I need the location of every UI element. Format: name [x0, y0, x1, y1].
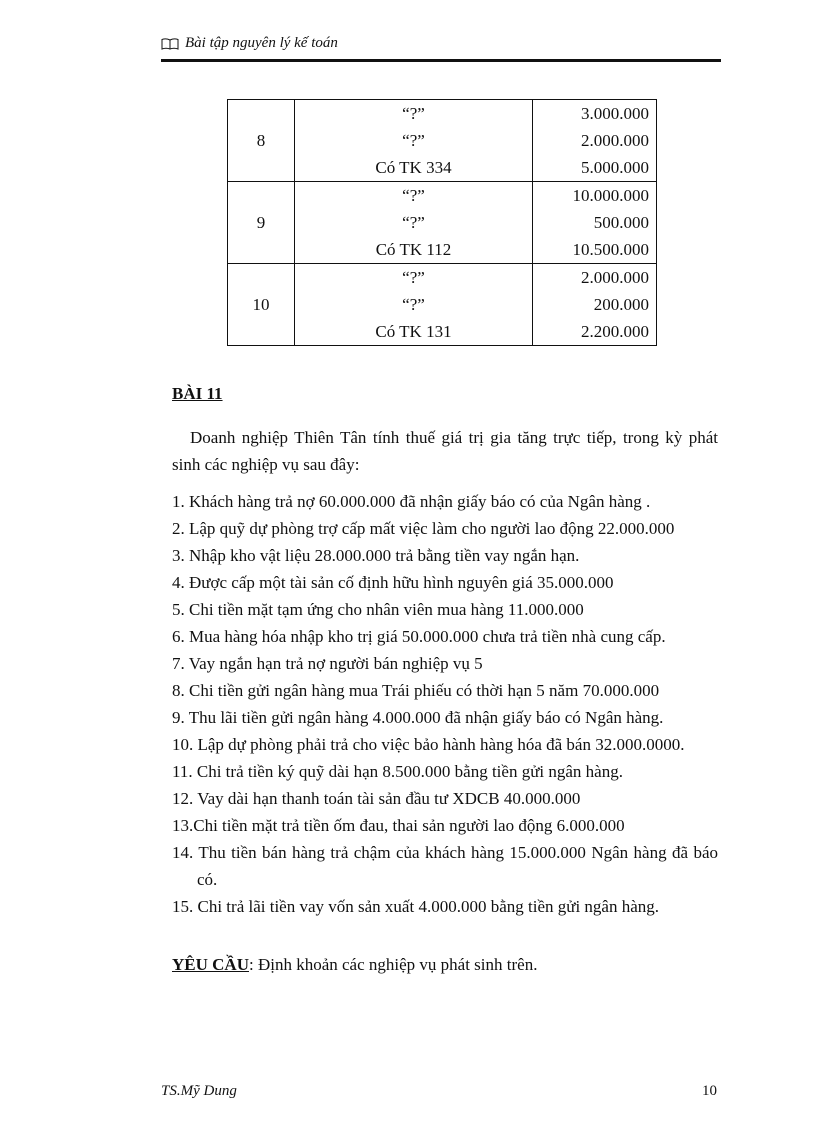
page-header	[161, 34, 721, 64]
amount-line: 2.200.000	[581, 322, 649, 341]
list-item: 5. Chi tiền mặt tạm ứng cho nhân viên mua hàng 11.000.000	[172, 600, 584, 619]
account-line: “?”	[402, 213, 425, 232]
header-title: Bài tập nguyên lý kế toán	[185, 35, 338, 51]
amount-line: 3.000.000	[581, 104, 649, 123]
footer-author: TS.Mỹ Dung	[161, 1083, 237, 1099]
list-item: 2. Lập quỹ dự phòng trợ cấp mất việc làm cho người lao động 22.000.000	[172, 519, 675, 538]
amount-cell	[533, 100, 657, 182]
amount-line: 200.000	[593, 295, 649, 314]
exercise-title: BÀI 11	[172, 384, 223, 403]
amount-line: 10.500.000	[572, 240, 649, 259]
amount-line: 2.000.000	[581, 131, 649, 150]
account-line: “?”	[402, 131, 425, 150]
account-line: Có TK 131	[375, 322, 452, 341]
book-icon	[161, 38, 179, 50]
journal-table	[227, 99, 657, 346]
requirement	[172, 955, 537, 975]
list-item: 3. Nhập kho vật liệu 28.000.000 trả bằng tiền vay ngắn hạn.	[172, 546, 580, 565]
account-cell	[295, 100, 533, 182]
amount-line: 2.000.000	[581, 268, 649, 287]
list-item: 12. Vay dài hạn thanh toán tài sản đầu tư XDCB 40.000.000	[172, 789, 581, 808]
table-row	[228, 182, 657, 264]
table-row	[228, 264, 657, 346]
page-number: 10	[702, 1083, 717, 1099]
list-item: 11. Chi trả tiền ký quỹ dài hạn 8.500.000 bằng tiền gửi ngân hàng.	[172, 762, 623, 781]
amount-cell	[533, 264, 657, 346]
requirement-text: : Định khoản các nghiệp vụ phát sinh trên.	[248, 955, 538, 974]
account-line: “?”	[402, 268, 425, 287]
amount-cell	[533, 182, 657, 264]
list-item: 1. Khách hàng trả nợ 60.000.000 đã nhận giấy báo có của Ngân hàng .	[172, 492, 651, 511]
account-line: “?”	[402, 186, 425, 205]
row-number: 9	[228, 182, 295, 264]
table-row	[228, 100, 657, 182]
row-number: 8	[228, 100, 295, 182]
header-rule	[161, 59, 721, 62]
list-item: 9. Thu lãi tiền gửi ngân hàng 4.000.000 đã nhận giấy báo có Ngân hàng.	[172, 708, 664, 727]
list-item: 14. Thu tiền bán hàng trả chậm của khách hàng 15.000.000 Ngân hàng đã báo có.	[172, 843, 718, 889]
list-item: 4. Được cấp một tài sản cố định hữu hình nguyên giá 35.000.000	[172, 573, 614, 592]
account-line: “?”	[402, 295, 425, 314]
list-item: 10. Lập dự phòng phải trả cho việc bảo hành hàng hóa đã bán 32.000.0000.	[172, 735, 685, 754]
row-number: 10	[228, 264, 295, 346]
list-item: 6. Mua hàng hóa nhập kho trị giá 50.000.000 chưa trả tiền nhà cung cấp.	[172, 627, 666, 646]
account-line: Có TK 112	[375, 240, 452, 259]
list-item: 13.Chi tiền mặt trả tiền ốm đau, thai sản người lao động 6.000.000	[172, 816, 625, 835]
account-line: “?”	[402, 104, 425, 123]
account-cell	[295, 182, 533, 264]
account-cell	[295, 264, 533, 346]
account-line: Có TK 334	[375, 158, 452, 177]
list-item: 15. Chi trả lãi tiền vay vốn sản xuất 4.000.000 bằng tiền gửi ngân hàng.	[172, 897, 660, 916]
amount-line: 5.000.000	[581, 158, 649, 177]
amount-line: 10.000.000	[572, 186, 649, 205]
requirement-label: YÊU CẦU	[172, 955, 249, 974]
amount-line: 500.000	[593, 213, 649, 232]
transaction-list	[172, 488, 718, 920]
exercise-intro: Doanh nghiệp Thiên Tân tính thuế giá trị gia tăng trực tiếp, trong kỳ phát sinh các nghiệp vụ sau đây:	[172, 428, 718, 474]
list-item: 7. Vay ngắn hạn trả nợ người bán nghiệp vụ 5	[172, 654, 483, 673]
list-item: 8. Chi tiền gửi ngân hàng mua Trái phiếu có thời hạn 5 năm 70.000.000	[172, 681, 660, 700]
